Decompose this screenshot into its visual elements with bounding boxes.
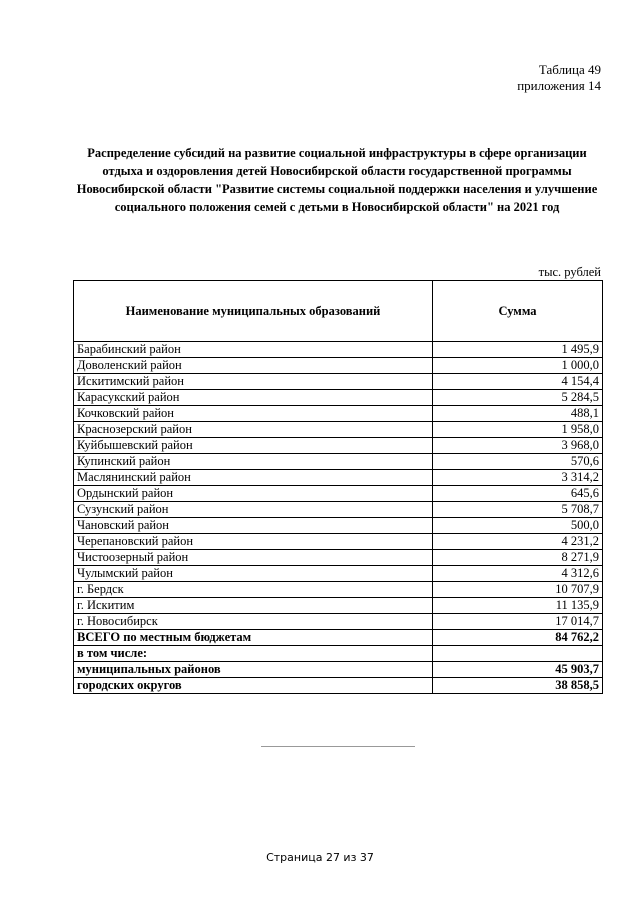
table-row — [74, 358, 603, 374]
municipality-name: Барабинский район — [74, 342, 433, 358]
units-label: тыс. рублей — [538, 265, 601, 279]
table-row — [74, 422, 603, 438]
subsidy-amount: 84 762,2 — [433, 630, 603, 646]
table-reference — [517, 62, 601, 94]
municipality-name: Кочковский район — [74, 406, 433, 422]
subsidy-amount: 4 231,2 — [433, 534, 603, 550]
summary-row — [74, 646, 603, 662]
subsidy-amount: 8 271,9 — [433, 550, 603, 566]
column-header-municipality: Наименование муниципальных образований — [74, 281, 433, 342]
table-row — [74, 614, 603, 630]
table-row — [74, 342, 603, 358]
municipality-name: Чулымский район — [74, 566, 433, 582]
subsidy-amount: 45 903,7 — [433, 662, 603, 678]
subsidy-amount: 11 135,9 — [433, 598, 603, 614]
municipality-name: г. Искитим — [74, 598, 433, 614]
subsidy-amount: 488,1 — [433, 406, 603, 422]
table-number: Таблица 49 — [538, 62, 601, 77]
municipality-name: Карасукский район — [74, 390, 433, 406]
subsidy-amount: 4 312,6 — [433, 566, 603, 582]
subsidy-amount: 10 707,9 — [433, 582, 603, 598]
municipality-name: Краснозерский район — [74, 422, 433, 438]
summary-row — [74, 678, 603, 694]
table-row — [74, 502, 603, 518]
subsidy-amount: 4 154,4 — [433, 374, 603, 390]
municipality-name: г. Бердск — [74, 582, 433, 598]
document-title: Распределение субсидий на развитие социальной инфраструктуры в сфере организации отдыха и оздоровления детей Новосибирской области государственной программы Новосибирской области "Развитие системы социальной поддержки населения и улучшение социального положения семей с детьми в Новосибирской области" на 2021 год — [76, 146, 598, 214]
subsidy-amount: 17 014,7 — [433, 614, 603, 630]
municipality-name: Черепановский район — [74, 534, 433, 550]
footnote-divider — [261, 746, 415, 747]
summary-row — [74, 662, 603, 678]
municipality-name: Чановский район — [74, 518, 433, 534]
subsidy-amount: 3 968,0 — [433, 438, 603, 454]
subsidy-amount: 5 284,5 — [433, 390, 603, 406]
table-row — [74, 406, 603, 422]
subsidy-amount: 3 314,2 — [433, 470, 603, 486]
table-row — [74, 550, 603, 566]
municipality-name: Ордынский район — [74, 486, 433, 502]
municipality-name: Доволенский район — [74, 358, 433, 374]
subsidy-amount: 1 495,9 — [433, 342, 603, 358]
subsidy-amount: 1 958,0 — [433, 422, 603, 438]
subsidy-amount — [433, 646, 603, 662]
page-footer: Страница 27 из 37 — [266, 851, 374, 864]
column-header-amount: Сумма — [433, 281, 603, 342]
table-row — [74, 582, 603, 598]
subsidy-amount: 1 000,0 — [433, 358, 603, 374]
municipality-name: Искитимский район — [74, 374, 433, 390]
table-body — [74, 342, 603, 694]
table-row — [74, 518, 603, 534]
table-row — [74, 534, 603, 550]
municipality-name: Купинский район — [74, 454, 433, 470]
municipality-name: г. Новосибирск — [74, 614, 433, 630]
subsidy-amount: 500,0 — [433, 518, 603, 534]
municipality-name: Сузунский район — [74, 502, 433, 518]
subsidy-amount: 38 858,5 — [433, 678, 603, 694]
table-row — [74, 390, 603, 406]
municipality-name: в том числе: — [74, 646, 433, 662]
table-row — [74, 566, 603, 582]
appendix-label: приложения 14 — [517, 78, 601, 93]
subsidy-table — [73, 280, 603, 694]
municipality-name: Куйбышевский район — [74, 438, 433, 454]
table-row — [74, 438, 603, 454]
subsidy-amount: 645,6 — [433, 486, 603, 502]
municipality-name: городских округов — [74, 678, 433, 694]
subsidy-amount: 570,6 — [433, 454, 603, 470]
subsidy-amount: 5 708,7 — [433, 502, 603, 518]
municipality-name: муниципальных районов — [74, 662, 433, 678]
table-row — [74, 454, 603, 470]
table-row — [74, 486, 603, 502]
municipality-name: ВСЕГО по местным бюджетам — [74, 630, 433, 646]
table-row — [74, 374, 603, 390]
table-header-row — [74, 281, 603, 342]
municipality-name: Чистоозерный район — [74, 550, 433, 566]
municipality-name: Маслянинский район — [74, 470, 433, 486]
table-row — [74, 598, 603, 614]
table-row — [74, 470, 603, 486]
summary-row — [74, 630, 603, 646]
